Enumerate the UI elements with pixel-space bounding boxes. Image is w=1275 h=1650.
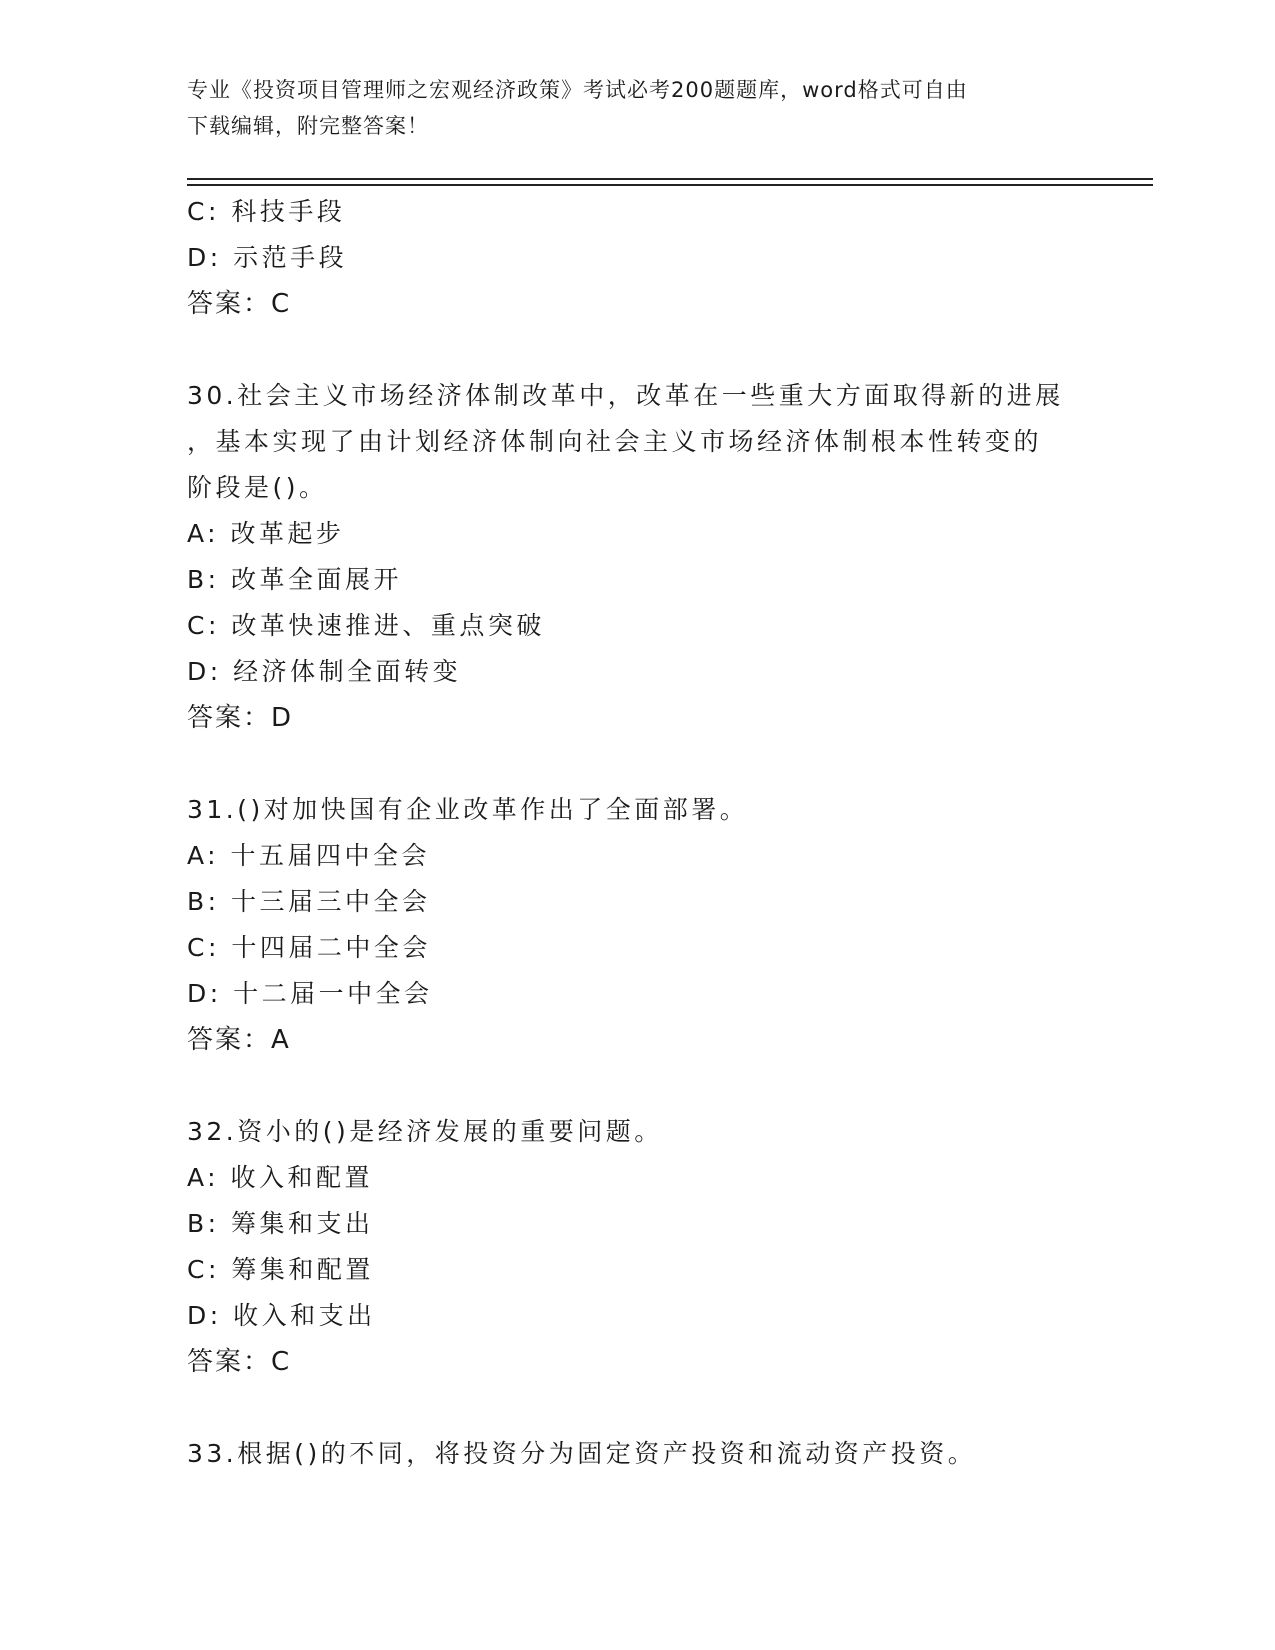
question-text-line-1: 30.社会主义市场经济体制改革中，改革在一些重大方面取得新的进展 xyxy=(187,381,1064,410)
question-text-line-3: 阶段是()。 xyxy=(187,473,328,502)
answer-line: 答案：C xyxy=(187,289,292,319)
option-c: C: 改革快速推进、重点突破 xyxy=(187,611,545,640)
option-b: B: 改革全面展开 xyxy=(187,565,403,594)
spacer xyxy=(187,741,1087,787)
spacer xyxy=(187,327,1087,373)
spacer xyxy=(187,1385,1087,1431)
answer-line: 答案：A xyxy=(187,1025,291,1055)
option-d: D: 经济体制全面转变 xyxy=(187,657,462,686)
question-block-29 xyxy=(187,189,1087,327)
answer-line: 答案：D xyxy=(187,703,294,733)
question-block-32 xyxy=(187,1109,1087,1385)
question-block-31 xyxy=(187,787,1087,1063)
option-d: D: 十二届一中全会 xyxy=(187,979,433,1008)
option-b: B: 十三届三中全会 xyxy=(187,887,431,916)
option-d: D: 示范手段 xyxy=(187,243,348,272)
question-text: 31.()对加快国有企业改革作出了全面部署。 xyxy=(187,795,749,824)
question-block-33 xyxy=(187,1431,1087,1477)
question-text: 32.资小的()是经济发展的重要问题。 xyxy=(187,1117,663,1146)
option-b: B: 筹集和支出 xyxy=(187,1209,374,1238)
document-header xyxy=(187,72,1087,144)
option-d: D: 收入和支出 xyxy=(187,1301,376,1330)
question-block-30 xyxy=(187,373,1087,741)
question-list xyxy=(187,189,1087,1477)
option-c: C: 筹集和配置 xyxy=(187,1255,374,1284)
option-a: A: 收入和配置 xyxy=(187,1163,374,1192)
question-text: 33.根据()的不同，将投资分为固定资产投资和流动资产投资。 xyxy=(187,1439,977,1468)
option-a: A: 十五届四中全会 xyxy=(187,841,431,870)
option-c: C: 十四届二中全会 xyxy=(187,933,431,962)
option-a: A: 改革起步 xyxy=(187,519,345,548)
question-text-line-2: ，基本实现了由计划经济体制向社会主义市场经济体制根本性转变的 xyxy=(187,427,1043,456)
header-line-2: 下载编辑，附完整答案！ xyxy=(187,114,429,138)
header-line-1: 专业《投资项目管理师之宏观经济政策》考试必考200题题库，word格式可自由 xyxy=(187,78,968,102)
header-divider-bottom xyxy=(187,184,1153,186)
option-c: C: 科技手段 xyxy=(187,197,346,226)
header-divider-top xyxy=(187,178,1153,180)
answer-line: 答案：C xyxy=(187,1347,292,1377)
spacer xyxy=(187,1063,1087,1109)
